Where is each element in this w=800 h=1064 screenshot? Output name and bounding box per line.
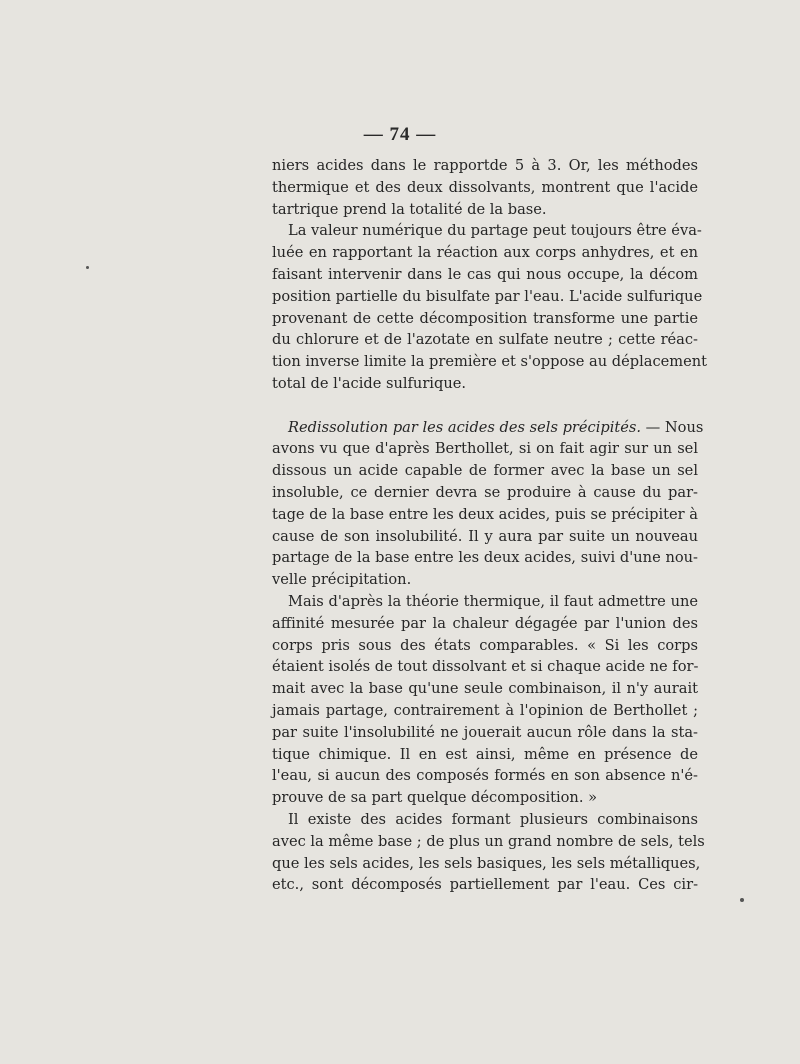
text-line: par suite l'insolubilité ne jouerait aucun rôle dans la sta- [272,723,698,741]
text-line: corps pris sous des états comparables. « Si les corps [272,636,698,654]
text-line: position partielle du bisulfate par l'eau. L'acide sulfurique [272,287,703,305]
text-line: mait avec la base qu'une seule combinaison, il n'y aurait [272,680,698,698]
text-line: thermique et des deux dissolvants, montrent que l'acide [272,178,698,196]
text-line: Il existe des acides formant plusieurs combinaisons [288,810,698,828]
text-line: étaient isolés de tout dissolvant et si chaque acide ne for- [272,658,699,676]
section-title: Redissolution par les acides des sels précipités. [288,418,642,436]
text-line: luée en rapportant la réaction aux corps anhydres, et en [272,244,698,262]
text-line: que les sels acides, les sels basiques, les sels métalliques, [272,854,701,872]
section-title-rest: — Nous [641,418,704,436]
text-line: tage de la base entre les deux acides, puis se précipiter à [272,505,698,523]
text-line: total de l'acide sulfurique. [272,374,466,392]
text-line: velle précipitation. [272,571,412,589]
paragraph-5 [272,809,705,896]
text-line: l'eau, si aucun des composés formés en son absence n'é- [272,767,698,785]
text-line: avons vu que d'après Berthollet, si on fait agir sur un sel [272,440,698,458]
text-line: tique chimique. Il en est ainsi, même en présence de [272,745,698,763]
paragraph-3 [272,417,704,591]
text-line: avec la même base ; de plus un grand nombre de sels, tels [272,832,705,850]
text-line: La valeur numérique du partage peut toujours être éva- [288,222,702,240]
text-line: jamais partage, contrairement à l'opinion de Berthollet ; [272,701,698,719]
text-line: cause de son insolubilité. Il y aura par suite un nouveau [272,527,698,545]
text-line: partage de la base entre les deux acides, suivi d'une nou- [272,549,698,567]
scan-speck [740,898,744,902]
paragraph-4 [272,591,698,809]
text-line: provenant de cette décomposition transforme une partie [272,309,698,327]
text-line: tion inverse limite la première et s'oppose au déplacement [272,353,708,371]
body-text [272,155,708,896]
text-line: du chlorure et de l'azotate en sulfate neutre ; cette réac- [272,331,698,349]
page-number: — 74 — [363,124,437,145]
text-line: affinité mesurée par la chaleur dégagée par l'union des [272,614,698,632]
text-line: faisant intervenir dans le cas qui nous occupe, la décom [272,265,698,283]
text-line: dissous un acide capable de former avec la base un sel [272,462,698,480]
text-line: Mais d'après la théorie thermique, il faut admettre une [288,592,698,610]
scan-speck [86,266,89,269]
paragraph-2 [272,220,708,394]
paragraph-1 [272,155,698,220]
text-line: niers acides dans le rapportde 5 à 3. Or, les méthodes [272,157,698,174]
section-heading-line [272,417,704,439]
text-line: etc., sont décomposés partiellement par l'eau. Ces cir- [272,876,698,894]
text-line: insoluble, ce dernier devra se produire à cause du par- [272,483,698,501]
text-line: prouve de sa part quelque décomposition. » [272,789,598,807]
text-line: tartrique prend la totalité de la base. [272,200,547,218]
